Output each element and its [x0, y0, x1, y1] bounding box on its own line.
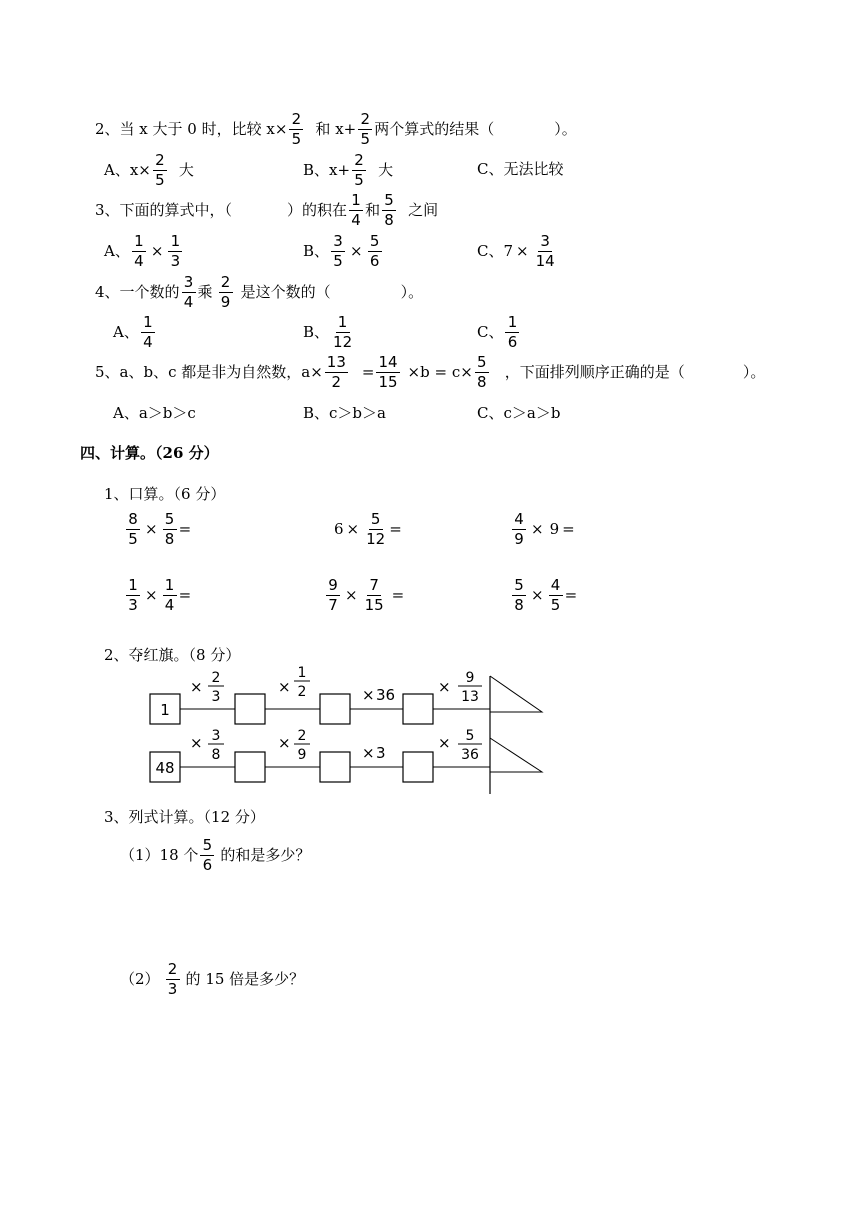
svg-text:8: 8 [211, 747, 221, 763]
oral-item: $\frac{8}{5}$ × $\frac{5}{8}$ = [124, 512, 191, 547]
svg-text:36: 36 [376, 686, 396, 704]
subsection-title: 1、口算。（6 分） [104, 485, 226, 503]
subsection-title: 3、列式计算。（12 分） [104, 808, 265, 826]
svg-text:×: × [362, 686, 375, 704]
fraction: $\frac{2}{5}$ [289, 112, 303, 147]
q3-option-b[interactable]: B、 $\frac{3}{5}$ × $\frac{5}{6}$ [303, 234, 384, 269]
q3-stem: 3、下面的算式中，（ ）的积在 1 4 和 5 8 之间 [95, 191, 439, 229]
svg-text:9: 9 [465, 670, 475, 686]
svg-text:×: × [278, 734, 291, 752]
svg-text:3: 3 [376, 744, 386, 762]
word-problem-2: （2） 2 3 的 15 倍是多少？ [120, 960, 305, 998]
svg-text:2: 2 [297, 684, 307, 700]
q2-stem: 2、当 x 大于 0 时，比较 x× $\frac{2}{5}$ 和 x+ $\frac{2}{5}$ 两个算式的结果（ ）。 [95, 110, 577, 148]
svg-text:3: 3 [211, 689, 221, 705]
q4-stem: 4、一个数的 3 4 乘 2 9 是这个数的（ ）。 [95, 273, 424, 311]
flag-diagram [140, 662, 550, 802]
q2-option-c[interactable]: C、无法比较 [477, 160, 564, 178]
svg-text:2: 2 [297, 728, 307, 744]
oral-item: $\frac{9}{7}$ × $\frac{7}{15}$ = [324, 578, 404, 613]
q2-option-a[interactable]: A、x× $\frac{2}{5}$ 大 [104, 151, 194, 189]
svg-text:36: 36 [461, 747, 479, 763]
q4-option-c[interactable]: C、 1 6 [477, 315, 521, 350]
svg-text:×: × [362, 744, 375, 762]
answer-box[interactable] [403, 694, 433, 724]
op-times: × [190, 678, 203, 696]
oral-item: $\frac{4}{9}$ × 9 = [510, 512, 575, 547]
q5-option-a[interactable]: A、a＞b＞c [113, 404, 196, 422]
svg-text:3: 3 [211, 728, 221, 744]
svg-text:5: 5 [465, 728, 475, 744]
start-value: 48 [155, 759, 175, 777]
flag-icon [490, 738, 542, 772]
svg-text:×: × [190, 734, 203, 752]
q3-option-c[interactable]: C、7 × $\frac{3}{14}$ [477, 232, 555, 270]
start-value: 1 [160, 701, 170, 719]
answer-box[interactable] [403, 752, 433, 782]
q5-option-b[interactable]: B、c＞b＞a [303, 404, 386, 422]
svg-text:9: 9 [297, 747, 307, 763]
answer-box[interactable] [320, 752, 350, 782]
q5-stem: 5、a、b、c 都是非为自然数，a× $\frac{13}{2}$ = $\frac{14}{15}$ ×b = c× $\frac{5}{8}$ ，下面排列顺序正确的是（ ）。 [95, 353, 766, 391]
q3-option-a[interactable]: A、 $\frac{1}{4}$ × $\frac{1}{3}$ [104, 234, 184, 269]
svg-text:×: × [438, 678, 451, 696]
oral-item: $\frac{5}{8}$ × $\frac{4}{5}$ = [510, 578, 577, 613]
svg-text:13: 13 [461, 689, 479, 705]
word-problem-1: （1）18 个 5 6 的和是多少？ [120, 836, 311, 874]
fraction: $\frac{2}{5}$ [358, 112, 372, 147]
answer-box[interactable] [235, 752, 265, 782]
svg-text:2: 2 [211, 670, 221, 686]
flag-icon [490, 676, 542, 712]
subsection-title: 2、夺红旗。（8 分） [104, 646, 241, 664]
svg-text:×: × [278, 678, 291, 696]
section-title: 四、计算。（26 分） [80, 444, 219, 462]
q4-option-a[interactable]: A、 1 4 [113, 315, 157, 350]
svg-text:1: 1 [297, 665, 307, 681]
oral-item: 6 × $\frac{5}{12}$ = [334, 510, 402, 548]
answer-box[interactable] [235, 694, 265, 724]
q2-option-b[interactable]: B、x+ $\frac{2}{5}$ 大 [303, 151, 394, 189]
svg-text:×: × [438, 734, 451, 752]
answer-box[interactable] [320, 694, 350, 724]
q4-option-b[interactable]: B、 1 12 [303, 313, 353, 351]
q5-option-c[interactable]: C、c＞a＞b [477, 404, 561, 422]
oral-item: $\frac{1}{3}$ × $\frac{1}{4}$ = [124, 578, 191, 613]
